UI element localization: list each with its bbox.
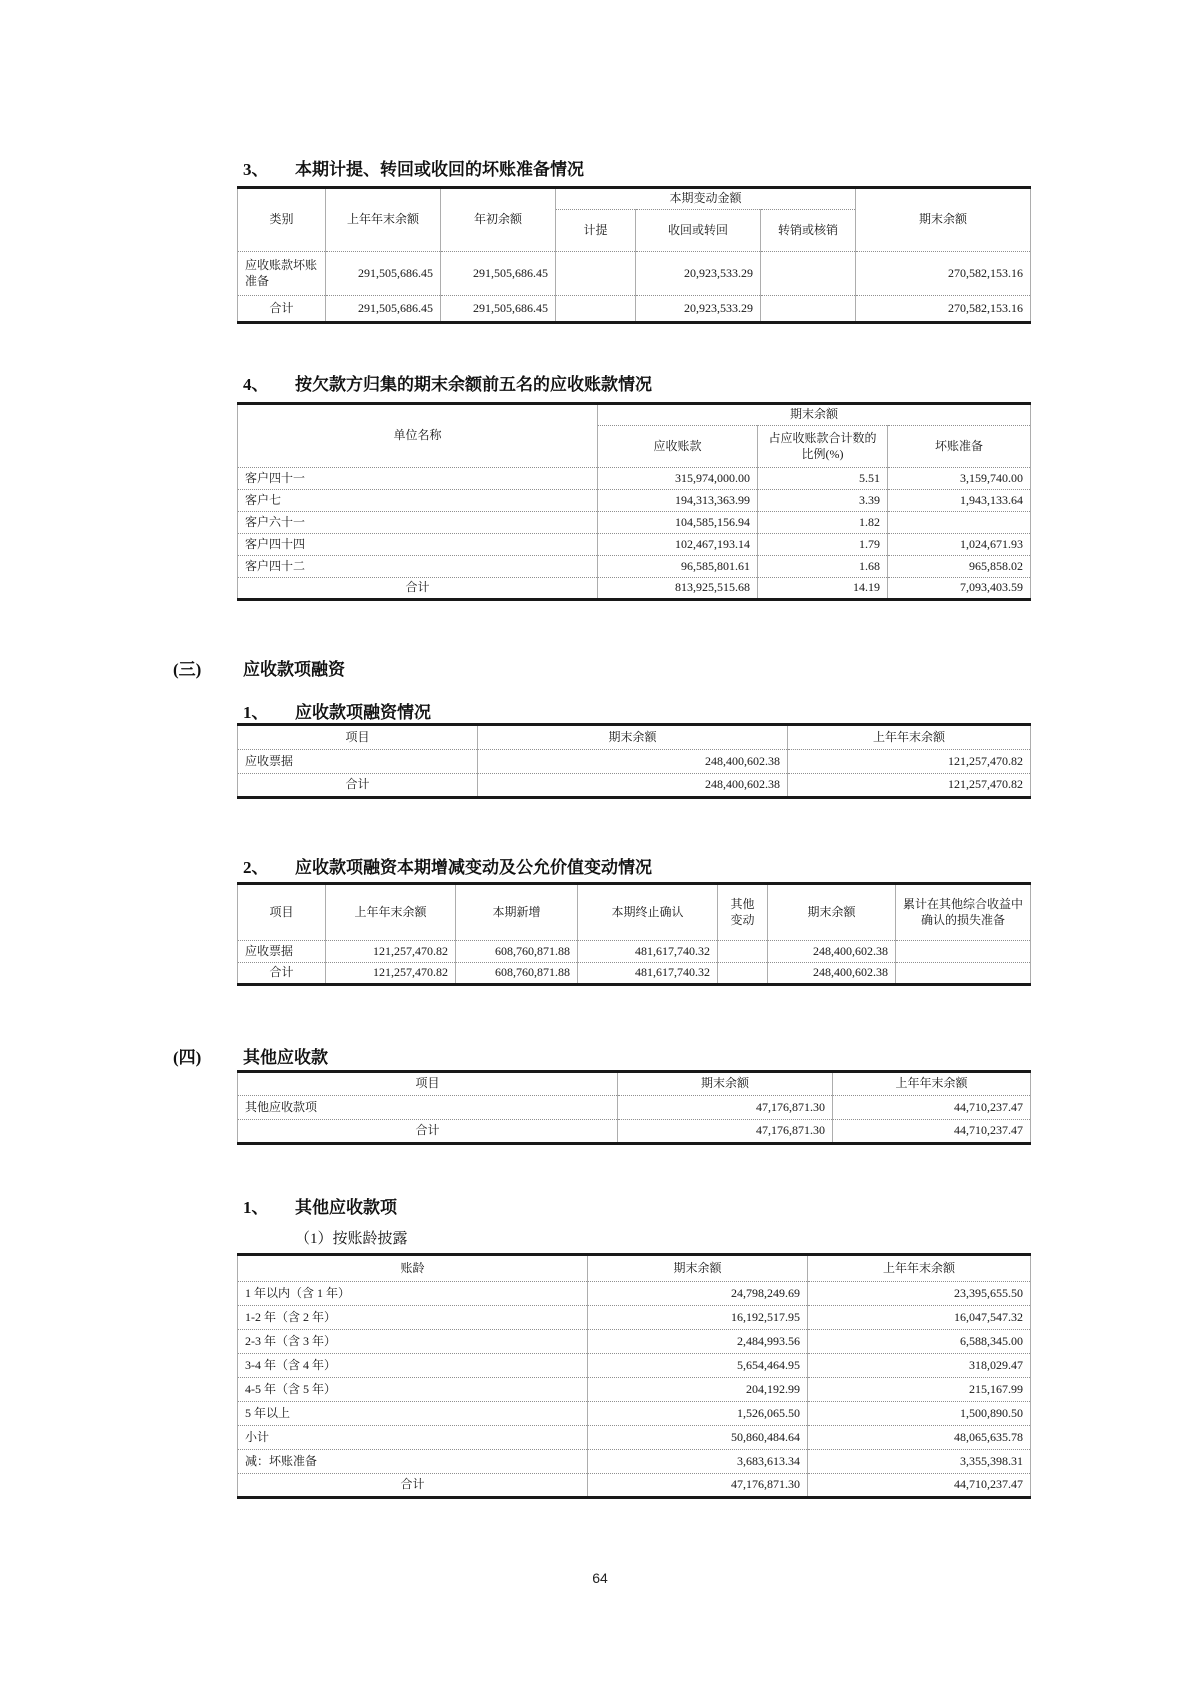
col-header-end: 期末余额 [618, 1072, 833, 1096]
col-header-prev: 上年年末余额 [326, 884, 456, 941]
cell-ar: 315,974,000.00 [598, 468, 758, 490]
table-row [238, 556, 1031, 578]
cell-prev: 44,710,237.47 [808, 1474, 1031, 1498]
cell-derecognized: 481,617,740.32 [578, 963, 718, 985]
cell-age: 2-3 年（含 3 年） [238, 1330, 588, 1354]
cell-company: 客户四十一 [238, 468, 598, 490]
other-recv-items-heading [243, 1193, 397, 1218]
cell-total-label: 合计 [238, 296, 326, 323]
other-recv-items-title: 其他应收款项 [295, 1198, 397, 1217]
table-row [238, 534, 1031, 556]
table-row [238, 1282, 1031, 1306]
cell-ar: 104,585,156.94 [598, 512, 758, 534]
cell-ratio: 14.19 [758, 578, 888, 600]
financing-change-title: 应收款项融资本期增减变动及公允价值变动情况 [295, 858, 652, 877]
part-4-title: 其他应收款 [243, 1048, 328, 1067]
cell-ar: 194,313,363.99 [598, 490, 758, 512]
cell-period-end: 270,582,153.16 [856, 252, 1031, 296]
cell-write-off [761, 296, 856, 323]
cell-bad-debt: 1,024,671.93 [888, 534, 1031, 556]
table-total-row [238, 578, 1031, 600]
cell-ar: 102,467,193.14 [598, 534, 758, 556]
table-row [238, 468, 1031, 490]
cell-added: 608,760,871.88 [456, 941, 578, 963]
col-header-item: 项目 [238, 1072, 618, 1096]
col-header-write-off: 转销或核销 [761, 210, 856, 252]
cell-other [718, 963, 768, 985]
cell-recover: 20,923,533.29 [636, 252, 761, 296]
cell-prev: 6,588,345.00 [808, 1330, 1031, 1354]
cell-prev-year-end: 291,505,686.45 [326, 252, 441, 296]
cell-period-end: 270,582,153.16 [856, 296, 1031, 323]
page-number: 64 [592, 1570, 608, 1586]
cell-prev-year-end: 121,257,470.82 [788, 750, 1031, 774]
cell-bad-debt: 7,093,403.59 [888, 578, 1031, 600]
cell-end: 248,400,602.38 [768, 941, 896, 963]
cell-prev-year-end: 291,505,686.45 [326, 296, 441, 323]
cell-end: 204,192.99 [588, 1378, 808, 1402]
cell-period-end: 248,400,602.38 [478, 774, 788, 798]
table-row [238, 490, 1031, 512]
col-header-end: 期末余额 [768, 884, 896, 941]
section-4-number: 4、 [243, 375, 269, 394]
table-row [238, 252, 1031, 296]
table-row [238, 1378, 1031, 1402]
cell-company: 客户六十一 [238, 512, 598, 534]
cell-accrual [556, 252, 636, 296]
col-header-age: 账龄 [238, 1255, 588, 1282]
col-header-item: 项目 [238, 884, 326, 941]
table-header-row [238, 1072, 1031, 1096]
cell-total-label: 合计 [238, 578, 598, 600]
cell-end: 5,654,464.95 [588, 1354, 808, 1378]
section-3-number: 3、 [243, 160, 269, 179]
cell-recover: 20,923,533.29 [636, 296, 761, 323]
col-header-prev-year-end: 上年年末余额 [326, 188, 441, 252]
financing-heading [243, 698, 431, 723]
cell-company: 客户七 [238, 490, 598, 512]
aging-table [237, 1253, 1031, 1499]
table-header-row [238, 1255, 1031, 1282]
other-recv-items-number: 1、 [243, 1198, 269, 1217]
cell-prev: 23,395,655.50 [808, 1282, 1031, 1306]
table-row [238, 941, 1031, 963]
cell-year-begin: 291,505,686.45 [441, 296, 556, 323]
cell-total-label: 合计 [238, 774, 478, 798]
col-header-current-change-group: 本期变动金额 [556, 188, 856, 210]
cell-other [718, 941, 768, 963]
col-header-accrual: 计提 [556, 210, 636, 252]
cell-age: 4-5 年（含 5 年） [238, 1378, 588, 1402]
part-4-heading [173, 1043, 328, 1068]
cell-less-bad-debt-label: 减：坏账准备 [238, 1450, 588, 1474]
cell-prev: 1,500,890.50 [808, 1402, 1031, 1426]
cell-end: 2,484,993.56 [588, 1330, 808, 1354]
table-row [238, 750, 1031, 774]
table-header-row [238, 404, 1031, 426]
col-header-year-begin: 年初余额 [441, 188, 556, 252]
section-4-heading [243, 370, 652, 395]
table-total-row [238, 1120, 1031, 1144]
cell-prev: 44,710,237.47 [833, 1120, 1031, 1144]
cell-prev: 318,029.47 [808, 1354, 1031, 1378]
cell-company: 客户四十二 [238, 556, 598, 578]
part-3-title: 应收款项融资 [243, 660, 345, 679]
cell-total-label: 合计 [238, 963, 326, 985]
col-header-company: 单位名称 [238, 404, 598, 468]
aging-disclosure-subheading: （1）按账龄披露 [295, 1231, 408, 1247]
part-4-marker: (四) [173, 1048, 202, 1067]
section-3-title: 本期计提、转回或收回的坏账准备情况 [295, 160, 584, 179]
cell-age: 1-2 年（含 2 年） [238, 1306, 588, 1330]
col-header-prev-year-end: 上年年末余额 [788, 725, 1031, 750]
cell-bad-debt: 965,858.02 [888, 556, 1031, 578]
table-total-row [238, 963, 1031, 985]
cell-prev: 3,355,398.31 [808, 1450, 1031, 1474]
col-header-recover: 收回或转回 [636, 210, 761, 252]
cell-end: 47,176,871.30 [618, 1120, 833, 1144]
cell-ar: 813,925,515.68 [598, 578, 758, 600]
table-header-row [238, 884, 1031, 941]
other-receivables-table [237, 1070, 1031, 1145]
col-header-period-end: 期末余额 [478, 725, 788, 750]
cell-end: 248,400,602.38 [768, 963, 896, 985]
cell-year-begin: 291,505,686.45 [441, 252, 556, 296]
cell-total-label: 合计 [238, 1120, 618, 1144]
financing-number: 1、 [243, 703, 269, 722]
cell-added: 608,760,871.88 [456, 963, 578, 985]
cell-prev: 215,167.99 [808, 1378, 1031, 1402]
cell-bad-debt [888, 512, 1031, 534]
cell-age: 3-4 年（含 4 年） [238, 1354, 588, 1378]
top-five-receivables-table [237, 402, 1031, 601]
financing-change-heading [243, 853, 652, 878]
cell-item: 应收票据 [238, 750, 478, 774]
col-header-item: 项目 [238, 725, 478, 750]
cell-end: 1,526,065.50 [588, 1402, 808, 1426]
cell-prev-year-end: 121,257,470.82 [788, 774, 1031, 798]
col-header-category: 类别 [238, 188, 326, 252]
cell-prev: 44,710,237.47 [833, 1096, 1031, 1120]
cell-end: 24,798,249.69 [588, 1282, 808, 1306]
receivables-financing-table [237, 723, 1031, 799]
cell-company: 客户四十四 [238, 534, 598, 556]
cell-oci [896, 963, 1031, 985]
cell-prev: 121,257,470.82 [326, 963, 456, 985]
cell-item: 应收票据 [238, 941, 326, 963]
col-header-added: 本期新增 [456, 884, 578, 941]
cell-write-off [761, 252, 856, 296]
table-total-row [238, 1474, 1031, 1498]
cell-subtotal-label: 小计 [238, 1426, 588, 1450]
cell-age: 1 年以内（含 1 年） [238, 1282, 588, 1306]
cell-prev: 16,047,547.32 [808, 1306, 1031, 1330]
cell-bad-debt: 1,943,133.64 [888, 490, 1031, 512]
cell-ar: 96,585,801.61 [598, 556, 758, 578]
col-header-other: 其他变动 [718, 884, 768, 941]
part-3-marker: (三) [173, 660, 202, 679]
cell-end: 47,176,871.30 [588, 1474, 808, 1498]
table-row [238, 1402, 1031, 1426]
table-row [238, 1354, 1031, 1378]
cell-ratio: 1.82 [758, 512, 888, 534]
cell-period-end: 248,400,602.38 [478, 750, 788, 774]
col-header-bad-debt: 坏账准备 [888, 426, 1031, 468]
cell-total-label: 合计 [238, 1474, 588, 1498]
table-total-row [238, 296, 1031, 323]
table-row [238, 1096, 1031, 1120]
col-header-ar: 应收账款 [598, 426, 758, 468]
cell-item: 其他应收款项 [238, 1096, 618, 1120]
cell-ratio: 3.39 [758, 490, 888, 512]
col-header-derecognized: 本期终止确认 [578, 884, 718, 941]
cell-ratio: 1.79 [758, 534, 888, 556]
cell-end: 50,860,484.64 [588, 1426, 808, 1450]
cell-end: 16,192,517.95 [588, 1306, 808, 1330]
cell-end: 3,683,613.34 [588, 1450, 808, 1474]
table-row [238, 1330, 1031, 1354]
col-header-end: 期末余额 [588, 1255, 808, 1282]
table-row [238, 1306, 1031, 1330]
table-row [238, 1450, 1031, 1474]
financing-change-number: 2、 [243, 858, 269, 877]
col-header-ratio: 占应收账款合计数的比例(%) [758, 426, 888, 468]
col-header-prev: 上年年末余额 [833, 1072, 1031, 1096]
table-header-row [238, 725, 1031, 750]
table-subtotal-row [238, 1426, 1031, 1450]
section-4-title: 按欠款方归集的期末余额前五名的应收账款情况 [295, 375, 652, 394]
cell-end: 47,176,871.30 [618, 1096, 833, 1120]
cell-oci [896, 941, 1031, 963]
cell-age: 5 年以上 [238, 1402, 588, 1426]
cell-bad-debt: 3,159,740.00 [888, 468, 1031, 490]
financing-change-table [237, 882, 1031, 986]
table-header-row [238, 188, 1031, 210]
cell-derecognized: 481,617,740.32 [578, 941, 718, 963]
table-row [238, 512, 1031, 534]
cell-prev: 121,257,470.82 [326, 941, 456, 963]
section-3-heading [243, 155, 584, 180]
cell-accrual [556, 296, 636, 323]
cell-ratio: 1.68 [758, 556, 888, 578]
col-header-prev: 上年年末余额 [808, 1255, 1031, 1282]
col-header-period-end-group: 期末余额 [598, 404, 1031, 426]
financing-title: 应收款项融资情况 [295, 703, 431, 722]
part-3-heading [173, 655, 345, 680]
col-header-period-end: 期末余额 [856, 188, 1031, 252]
cell-category: 应收账款坏账准备 [238, 252, 326, 296]
table-total-row [238, 774, 1031, 798]
bad-debt-provision-table [237, 186, 1031, 324]
cell-ratio: 5.51 [758, 468, 888, 490]
col-header-oci: 累计在其他综合收益中确认的损失准备 [896, 884, 1031, 941]
cell-prev: 48,065,635.78 [808, 1426, 1031, 1450]
